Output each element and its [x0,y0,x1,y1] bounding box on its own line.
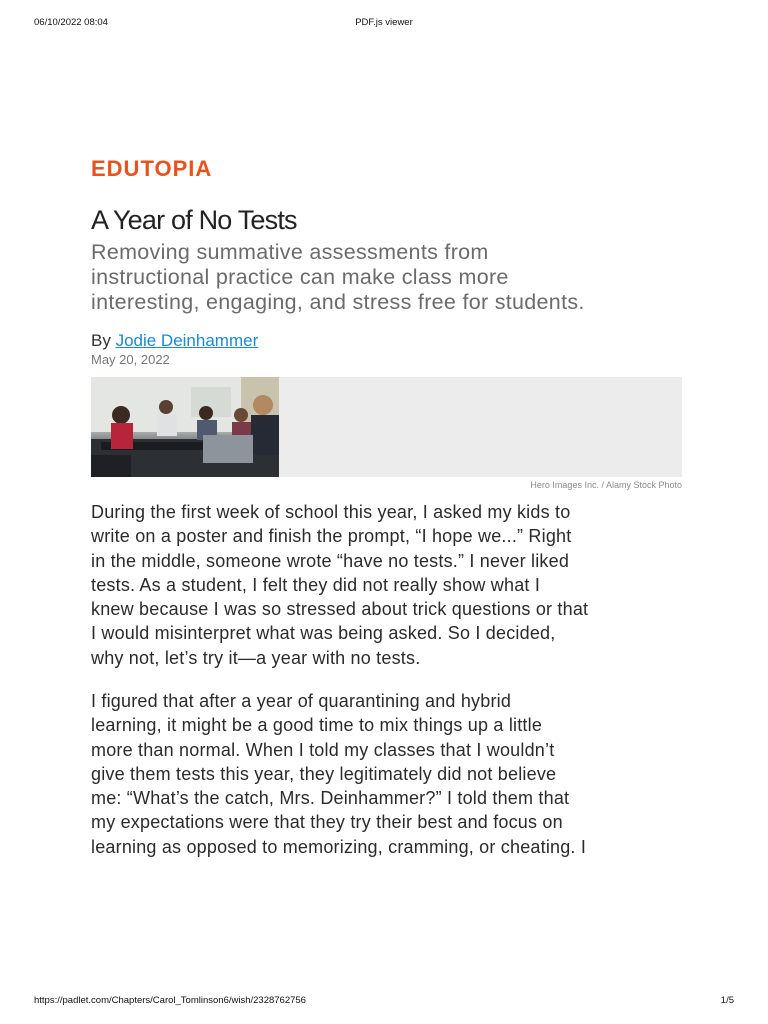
byline-prefix: By [91,331,116,350]
hero-photo [91,377,279,477]
byline [91,331,258,351]
article-title: A Year of No Tests [91,205,297,235]
publish-date: May 20, 2022 [91,352,170,367]
image-caption: Hero Images Inc. / Alamy Stock Photo [530,480,682,490]
page-number: 1/5 [720,995,734,1006]
article-subtitle: Removing summative assessments from instructional practice can make class more interesting, engaging, and stress free for students. [91,240,585,314]
paragraph: I figured that after a year of quarantining and hybrid learning, it might be a good time to mix things up a little more than normal. When I told my classes that I wouldn’t give them tests this year, they legitimately did not believe me: “What’s the catch, Mrs. Deinhammer?” I told them that my expectations were that they try their best and focus on learning as opposed to memorizing, cramming, or cheating. I [91,691,587,857]
author-link[interactable]: Jodie Deinhammer [115,331,259,350]
print-datetime: 06/10/2022 08:04 [34,17,108,28]
brand-logo[interactable]: EDUTOPIA [91,156,213,181]
page-url: https://padlet.com/Chapters/Carol_Tomlinson6/wish/2328762756 [34,995,306,1006]
viewer-title: PDF.js viewer [355,17,413,28]
paragraph: During the first week of school this year, I asked my kids to write on a poster and finish the prompt, “I hope we...” Right in the middle, someone wrote “have no tests.” I never liked tests. As a student, I felt they did not really show what I knew because I was so stressed about trick questions or that I would misinterpret what was being asked. So I decided, why not, let’s try it—a year with no tests. [91,502,589,668]
hero-image-banner [91,377,682,477]
